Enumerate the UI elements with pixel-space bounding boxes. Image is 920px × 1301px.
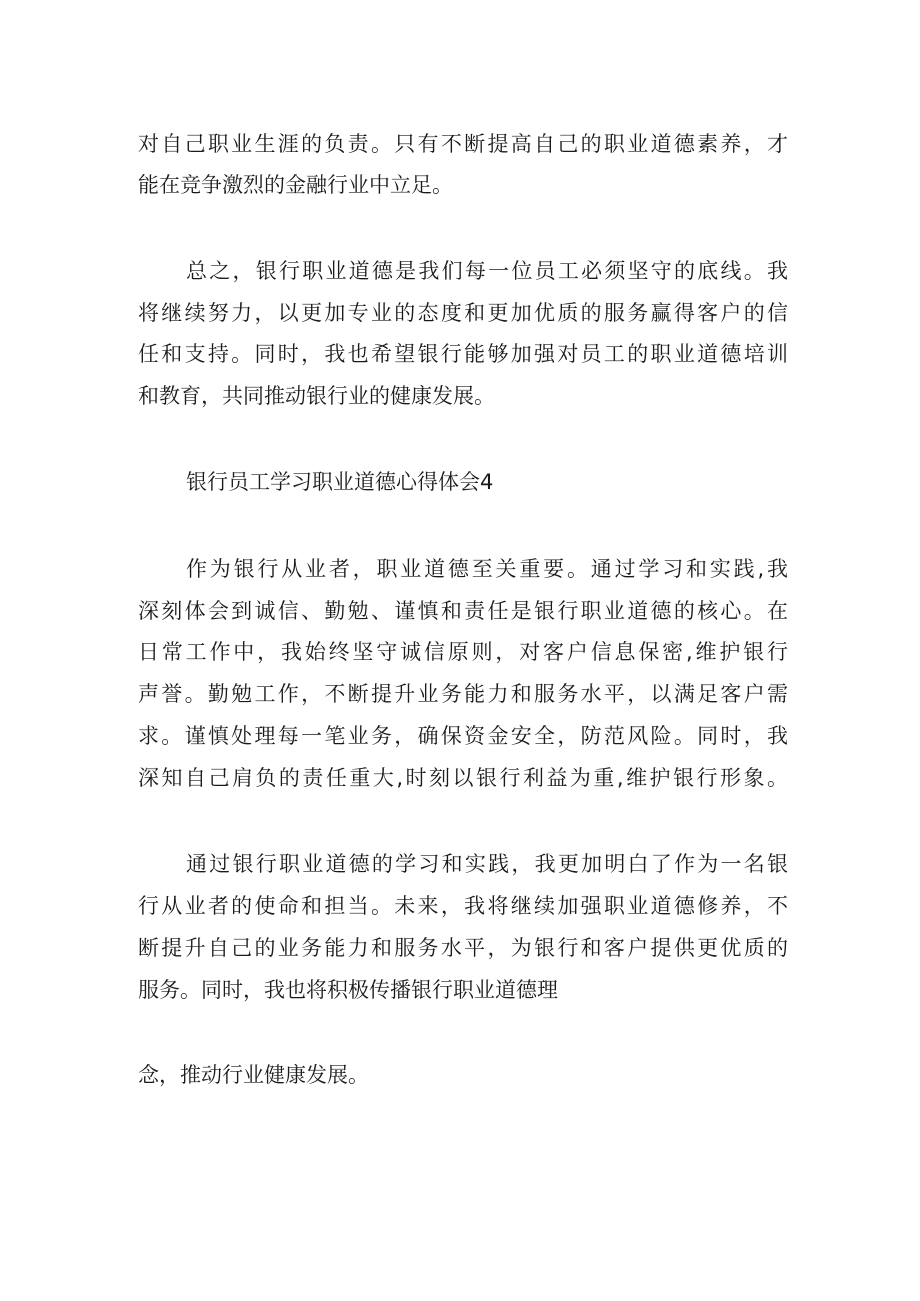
text-line: 声誉。勤勉工作，不断提升业务能力和服务水平，以满足客户需 [138, 682, 788, 706]
text-line: 将继续努力，以更加专业的态度和更加优质的服务赢得客户的信 [138, 301, 788, 325]
text-line: 对自己职业生涯的负责。只有不断提高自己的职业道德素养，才 [138, 132, 788, 156]
text-line: 深刻体会到诚信、勤勉、谨慎和责任是银行职业道德的核心。在 [138, 599, 788, 623]
text-line: 深知自己肩负的责任重大,时刻以银行利益为重,维护银行形象。 [138, 766, 788, 790]
section-heading: 银行员工学习职业道德心得体会4 [186, 470, 494, 494]
text-line: 断提升自己的业务能力和服务水平，为银行和客户提供更优质的 [138, 936, 788, 960]
text-line: 求。谨慎处理每一笔业务，确保资金安全，防范风险。同时，我 [138, 724, 788, 748]
text-line: 念，推动行业健康发展。 [138, 1063, 369, 1087]
text-line: 通过银行职业道德的学习和实践，我更加明白了作为一名银 [186, 852, 788, 876]
text-line: 和教育，共同推动银行业的健康发展。 [138, 384, 495, 408]
text-line: 服务。同时，我也将积极传播银行职业道德理 [138, 978, 558, 1002]
text-line: 能在竞争激烈的金融行业中立足。 [138, 173, 453, 197]
text-line: 总之，银行职业道德是我们每一位员工必须坚守的底线。我 [186, 259, 788, 283]
text-line: 行从业者的使命和担当。未来，我将继续加强职业道德修养，不 [138, 894, 788, 918]
text-line: 日常工作中，我始终坚守诚信原则，对客户信息保密,维护银行 [138, 640, 788, 664]
text-line: 任和支持。同时，我也希望银行能够加强对员工的职业道德培训 [138, 342, 788, 366]
text-line: 作为银行从业者，职业道德至关重要。通过学习和实践,我 [186, 557, 788, 581]
